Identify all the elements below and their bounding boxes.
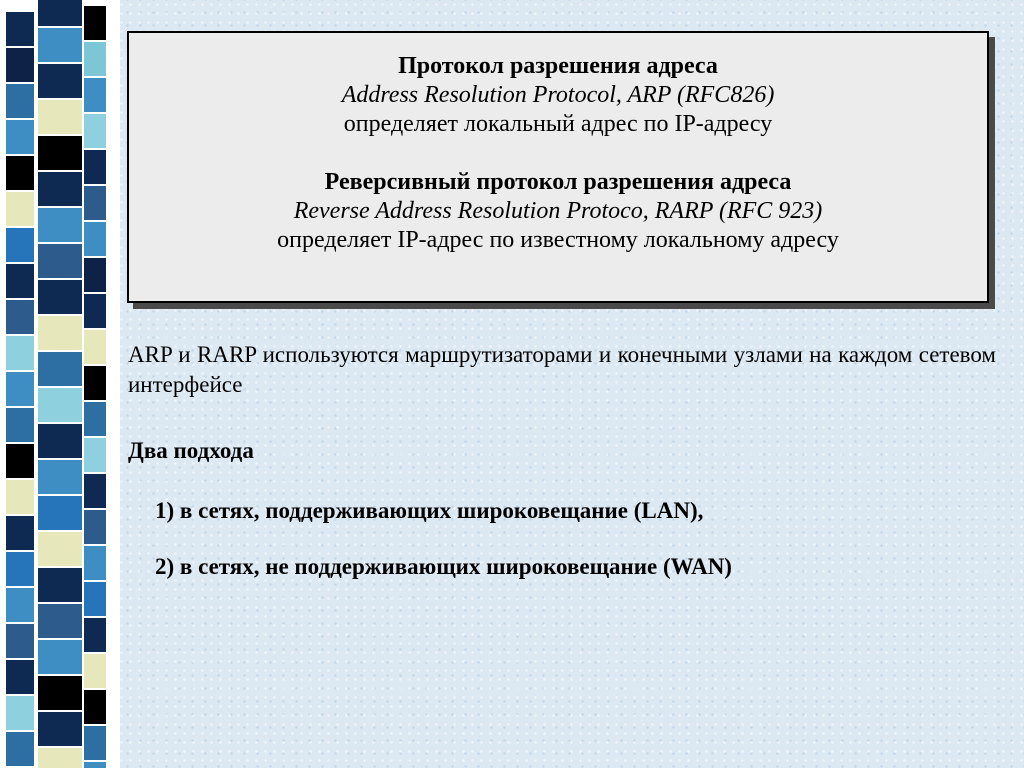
stripe-block — [38, 64, 82, 100]
stripe-separator — [38, 638, 82, 640]
stripe-separator — [38, 710, 82, 712]
stripe-separator — [84, 184, 106, 186]
stripe-separator — [6, 262, 34, 264]
stripe-separator — [84, 256, 106, 258]
stripe-block — [84, 258, 106, 294]
stripe-block — [84, 474, 106, 510]
stripe-block — [84, 6, 106, 42]
rarp-name: Reverse Address Resolution Protoco, RARP (RFC 923) — [293, 198, 823, 224]
stripe-block — [38, 676, 82, 712]
stripe-separator — [84, 112, 106, 114]
stripe-block — [38, 460, 82, 496]
stripe-block — [6, 696, 34, 732]
stripe-block — [6, 624, 34, 660]
stripe-separator — [84, 76, 106, 78]
stripe-block — [84, 114, 106, 150]
stripe-separator — [6, 406, 34, 408]
stripe-separator — [84, 472, 106, 474]
stripe-separator — [6, 622, 34, 624]
stripe-block — [6, 48, 34, 84]
stripe-block — [6, 408, 34, 444]
stripe-separator — [38, 494, 82, 496]
stripe-separator — [6, 334, 34, 336]
approaches-heading: Два подхода — [128, 438, 254, 463]
box-spacer — [129, 139, 987, 168]
stripe-separator — [38, 98, 82, 100]
stripe-separator — [38, 62, 82, 64]
stripe-block — [6, 660, 34, 696]
stripe-block — [84, 726, 106, 762]
stripe-block — [38, 280, 82, 316]
stripe-block — [38, 748, 82, 768]
stripe-block — [6, 444, 34, 480]
stripe-block — [84, 654, 106, 690]
stripe-separator — [84, 616, 106, 618]
stripe-block — [84, 582, 106, 618]
stripe-separator — [38, 134, 82, 136]
stripe-edge — [82, 0, 84, 768]
stripe-block — [6, 120, 34, 156]
stripe-block — [6, 516, 34, 552]
stripe-block — [6, 480, 34, 516]
stripe-block — [38, 496, 82, 532]
stripe-separator — [84, 400, 106, 402]
stripe-separator — [38, 26, 82, 28]
stripe-separator — [38, 206, 82, 208]
stripe-separator — [38, 566, 82, 568]
stripe-separator — [6, 298, 34, 300]
stripe-separator — [84, 292, 106, 294]
stripe-separator — [6, 190, 34, 192]
stripe-block — [38, 388, 82, 424]
stripe-block — [84, 546, 106, 582]
stripe-separator — [84, 580, 106, 582]
stripe-block — [6, 84, 34, 120]
stripe-block — [84, 294, 106, 330]
stripe-graphic — [0, 0, 120, 768]
stripe-separator — [38, 674, 82, 676]
stripe-separator — [38, 602, 82, 604]
stripe-separator — [6, 658, 34, 660]
stripe-block — [6, 156, 34, 192]
stripe-separator — [6, 442, 34, 444]
stripe-separator — [84, 508, 106, 510]
stripe-block — [38, 568, 82, 604]
stripe-block — [84, 402, 106, 438]
stripe-separator — [6, 694, 34, 696]
stripe-block — [84, 150, 106, 186]
stripe-block — [84, 690, 106, 726]
stripe-block — [84, 78, 106, 114]
stripe-block — [38, 640, 82, 676]
stripe-block — [38, 604, 82, 640]
stripe-separator — [84, 688, 106, 690]
stripe-separator — [84, 724, 106, 726]
stripe-separator — [6, 370, 34, 372]
rarp-title: Реверсивный протокол разрешения адреса — [324, 169, 792, 195]
stripe-separator — [38, 746, 82, 748]
stripe-separator — [84, 760, 106, 762]
stripe-block — [6, 12, 34, 48]
stripe-block — [6, 552, 34, 588]
stripe-separator — [6, 586, 34, 588]
stripe-block — [38, 424, 82, 460]
stripe-separator — [84, 364, 106, 366]
stripe-separator — [38, 458, 82, 460]
stripe-block — [38, 352, 82, 388]
stripe-block — [38, 136, 82, 172]
stripe-block — [84, 510, 106, 546]
usage-paragraph: ARP и RARP используются маршрутизаторами и конечными узлами на каждом сетевом интерфейсе — [128, 342, 996, 397]
stripe-block — [38, 100, 82, 136]
stripe-separator — [6, 514, 34, 516]
stripe-separator — [6, 118, 34, 120]
stripe-separator — [38, 530, 82, 532]
stripe-separator — [84, 220, 106, 222]
stripe-block — [84, 366, 106, 402]
stripe-separator — [38, 422, 82, 424]
stripe-separator — [6, 46, 34, 48]
stripe-block — [84, 438, 106, 474]
stripe-separator — [84, 544, 106, 546]
stripe-block — [84, 222, 106, 258]
stripe-block — [6, 300, 34, 336]
arp-name: Address Resolution Protocol, ARP (RFC826) — [341, 82, 775, 108]
stripe-block — [6, 732, 34, 768]
stripe-block — [84, 330, 106, 366]
decorative-stripe-bar — [0, 0, 120, 768]
stripe-block — [38, 172, 82, 208]
stripe-separator — [38, 386, 82, 388]
approach-item-lan: 1) в сетях, поддерживающих широковещание (LAN), — [155, 498, 704, 523]
stripe-block — [84, 618, 106, 654]
stripe-separator — [6, 226, 34, 228]
stripe-separator — [84, 40, 106, 42]
stripe-block — [6, 336, 34, 372]
stripe-separator — [38, 314, 82, 316]
stripe-separator — [38, 350, 82, 352]
stripe-block — [38, 244, 82, 280]
stripe-block — [84, 186, 106, 222]
stripe-block — [38, 316, 82, 352]
protocol-definition-box — [127, 31, 989, 303]
stripe-separator — [6, 478, 34, 480]
stripe-block — [38, 208, 82, 244]
stripe-block — [6, 228, 34, 264]
stripe-block — [84, 762, 106, 768]
stripe-block — [6, 588, 34, 624]
stripe-edge — [34, 0, 36, 768]
stripe-block — [6, 192, 34, 228]
slide-content — [128, 340, 996, 579]
stripe-block — [38, 28, 82, 64]
stripe-block — [84, 42, 106, 78]
approach-item-wan: 2) в сетях, не поддерживающих широковещание (WAN) — [155, 554, 732, 579]
rarp-description: определяет IP-адрес по известному локальному адресу — [277, 227, 839, 253]
stripe-separator — [6, 154, 34, 156]
stripe-block — [38, 532, 82, 568]
stripe-separator — [38, 278, 82, 280]
stripe-block — [38, 712, 82, 748]
stripe-block — [6, 264, 34, 300]
stripe-separator — [38, 170, 82, 172]
stripe-edge — [106, 0, 108, 768]
stripe-separator — [84, 436, 106, 438]
stripe-separator — [6, 82, 34, 84]
arp-description: определяет локальный адрес по IP-адресу — [343, 111, 773, 137]
stripe-block — [38, 0, 82, 28]
stripe-separator — [38, 242, 82, 244]
stripe-separator — [6, 730, 34, 732]
stripe-separator — [84, 328, 106, 330]
stripe-separator — [84, 148, 106, 150]
stripe-separator — [84, 652, 106, 654]
arp-title: Протокол разрешения адреса — [398, 53, 718, 79]
stripe-block — [6, 372, 34, 408]
stripe-separator — [6, 550, 34, 552]
